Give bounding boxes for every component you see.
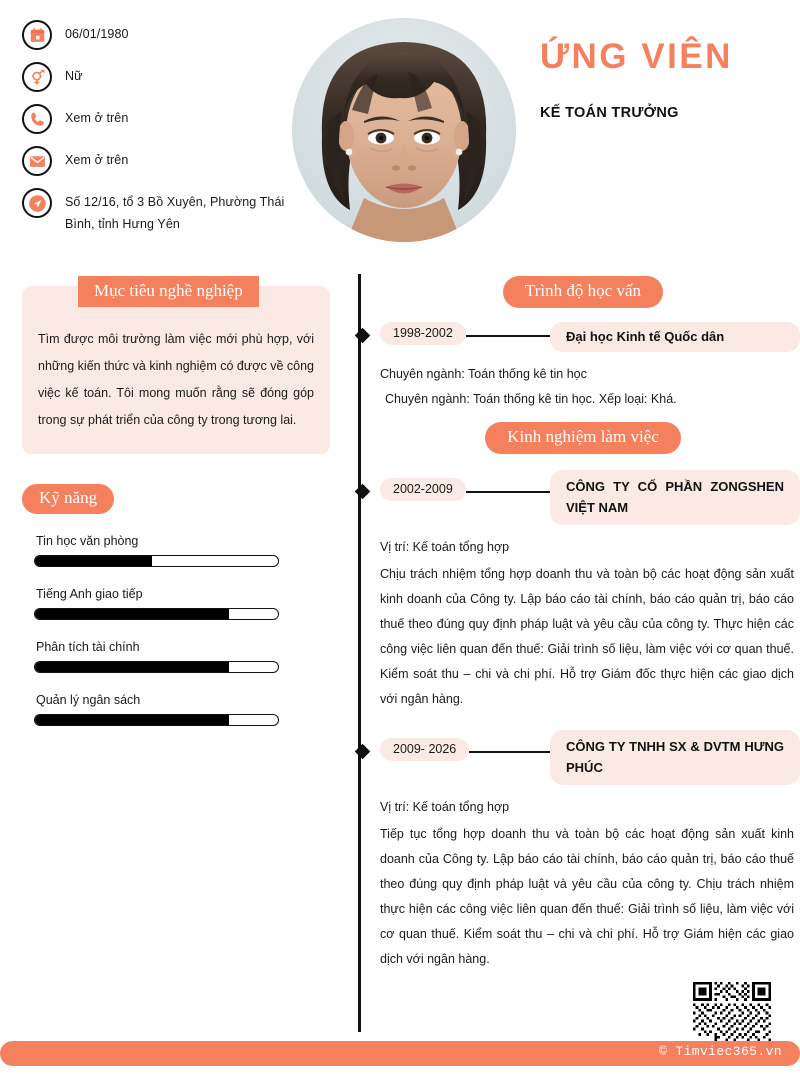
experience-entry: [366, 730, 800, 972]
contact-row-email: [22, 146, 292, 176]
contact-row-gender: [22, 62, 292, 92]
education-grade-line: Chuyên ngành: Toán thống kê tin học. Xếp loại: Khá.: [385, 392, 677, 407]
skill-track: [34, 555, 279, 567]
education-major-line: Chuyên ngành: Toán thống kê tin học: [380, 367, 587, 382]
experience-date: 2009- 2026: [380, 738, 469, 761]
contact-value-address: Số 12/16, tổ 3 Bồ Xuyên, Phường Thái Bình, tỉnh Hưng Yên: [65, 195, 285, 231]
contact-value-gender: Nữ: [65, 69, 83, 83]
experience-entry-body: [366, 535, 800, 712]
avatar: [292, 18, 516, 242]
timeline-marker-icon: [355, 484, 371, 500]
contact-row-address: [22, 188, 292, 235]
contact-value-phone: Xem ở trên: [65, 111, 129, 125]
location-icon: [22, 188, 52, 218]
career-objective-section: [22, 281, 330, 454]
name-block: [540, 38, 733, 121]
education-badge: Trình độ học vấn: [503, 276, 663, 308]
footer-copyright: © Timviec365.vn: [658, 1044, 782, 1059]
contact-row-phone: [22, 104, 292, 134]
skill-fill: [35, 609, 229, 619]
education-entry: [366, 322, 800, 412]
timeline-marker-icon: [355, 744, 371, 760]
candidate-job-title: KẾ TOÁN TRƯỞNG: [540, 104, 679, 121]
career-objective-text: Tìm được môi trường làm việc mới phù hợp, với những kiến thức và kinh nghiệm có được về công việc kế toán. Tôi mong muốn rằng sẽ đóng góp trong sự phát triển của công ty trong tương lai.: [38, 332, 314, 427]
left-column: [0, 268, 340, 726]
education-entry-head: [366, 322, 800, 352]
education-school: Đại học Kinh tế Quốc dân: [550, 322, 800, 352]
contact-list: [22, 20, 292, 247]
email-icon: [22, 146, 52, 176]
skill-label: Tiếng Anh giao tiếp: [36, 586, 143, 601]
timeline-connector: [469, 751, 554, 753]
footer-bar: [0, 1041, 800, 1066]
education-section: [366, 268, 800, 308]
experience-company: CÔNG TY CỔ PHẦN ZONGSHEN VIỆT NAM: [550, 470, 800, 525]
experience-company: CÔNG TY TNHH SX & DVTM HƯNG PHÚC: [550, 730, 800, 785]
experience-section: [366, 412, 800, 454]
experience-entry-head: [366, 470, 800, 525]
candidate-name: ỨNG VIÊN: [540, 37, 733, 76]
skills-badge: Kỹ năng: [22, 484, 114, 514]
skill-fill: [35, 556, 152, 566]
skill-fill: [35, 662, 229, 672]
skill-label: Quản lý ngân sách: [36, 692, 141, 707]
cv-header: [0, 0, 800, 268]
experience-date: 2002-2009: [380, 478, 466, 501]
skill-track: [34, 608, 279, 620]
career-objective-title: Mục tiêu nghề nghiệp: [78, 276, 259, 307]
timeline-marker-icon: [355, 328, 371, 344]
experience-badge: Kinh nghiệm làm việc: [485, 422, 681, 454]
skill-label: Tin học văn phòng: [36, 533, 139, 548]
experience-entry: [366, 470, 800, 712]
skill-track: [34, 661, 279, 673]
education-date: 1998-2002: [380, 322, 466, 345]
right-column: [358, 268, 800, 972]
contact-value-email: Xem ở trên: [65, 153, 129, 167]
contact-row-birthdate: [22, 20, 292, 50]
gender-icon: [22, 62, 52, 92]
experience-entry-body: [366, 795, 800, 972]
skill-fill: [35, 715, 229, 725]
timeline-connector: [466, 491, 554, 493]
contact-value-birthdate: 06/01/1980: [65, 27, 129, 41]
experience-position: Vị trí: Kế toán tổng hợp: [380, 800, 510, 815]
skills-section: [22, 484, 318, 726]
skill-label: Phân tích tài chính: [36, 639, 140, 654]
experience-entry-head: [366, 730, 800, 785]
experience-description: Chịu trách nhiệm tổng hợp doanh thu và toàn bộ các hoạt động sản xuất kinh doanh của Công ty. Lập báo cáo tài chính, báo cáo quản trị, báo cáo thuế theo đúng quy định pháp luật và yêu cầu của công ty. Thực hiện các công việc liên quan đến thuế: Giải trình số liệu, làm việc với cơ quan thuế. Kiểm soát thu – chi và chi phí. Hỗ trợ Giám đốc thực hiện các giao dịch với ngân hàng.: [380, 567, 794, 707]
skill-item: [22, 587, 318, 620]
skill-item: [22, 534, 318, 567]
phone-icon: [22, 104, 52, 134]
skill-track: [34, 714, 279, 726]
skill-item: [22, 640, 318, 673]
timeline-connector: [466, 335, 554, 337]
skill-item: [22, 693, 318, 726]
experience-position: Vị trí: Kế toán tổng hợp: [380, 540, 510, 555]
experience-description: Tiếp tục tổng hợp doanh thu và toàn bộ các hoạt động sản xuất kinh doanh của Công ty. Lập báo cáo tài chính, báo cáo quản trị, báo cáo thuế theo đúng quy định pháp luật và yêu cầu của công ty. Chịu trách nhiệm thực hiện các công việc liên quan đến thuế: Giải trình số liệu, làm việc với cơ quan thuế. Kiểm soát thu – chi và chi phí. Hỗ trợ Giám hiện các giao dịch với ngân hàng.: [380, 827, 794, 967]
education-entry-body: [366, 362, 800, 412]
career-objective-panel: [22, 286, 330, 454]
calendar-icon: [22, 20, 52, 50]
